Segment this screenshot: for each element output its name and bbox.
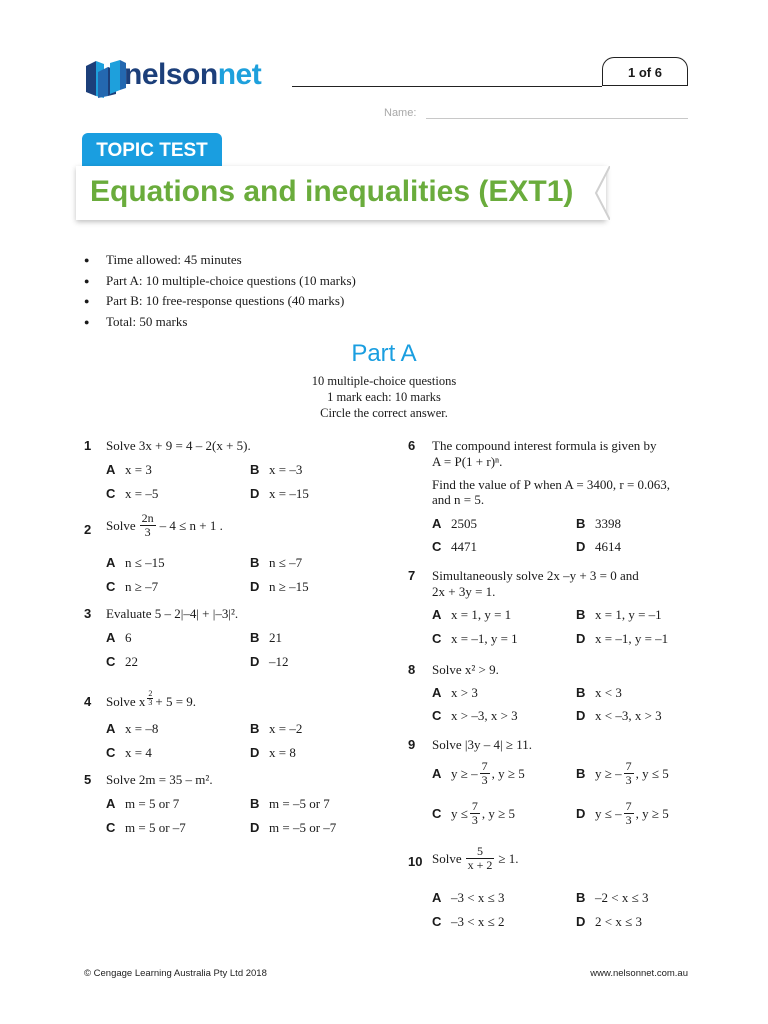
option-text: n ≤ –15 xyxy=(125,555,165,570)
option-text: 2505 xyxy=(451,516,477,531)
fraction-numerator: 5 xyxy=(466,845,495,859)
name-field-line xyxy=(426,118,688,119)
question-10-number: 10 xyxy=(408,854,423,869)
option-text: m = 5 or 7 xyxy=(125,796,180,811)
question-4-post: + 5 = 9. xyxy=(155,694,197,709)
footer-copyright: © Cengage Learning Australia Pty Ltd 2018 xyxy=(84,968,267,979)
option-text: 2 < x ≤ 3 xyxy=(595,914,642,929)
option-text: x < –3, x > 3 xyxy=(595,708,662,723)
option-text: x = –8 xyxy=(125,721,159,736)
option-text xyxy=(451,800,515,827)
option-post: , y ≤ 5 xyxy=(635,765,669,781)
question-9-option-d[interactable]: D y ≤ – $\frac{7}{3}$ , y ≥ 5 xyxy=(576,799,669,827)
option-text: x = –2 xyxy=(269,721,303,736)
option-fraction xyxy=(470,800,480,827)
question-2-fraction xyxy=(140,512,156,539)
fraction-denominator: 3 xyxy=(144,525,151,539)
page-indicator: 1 of 6 xyxy=(602,57,688,86)
question-6-option-c[interactable]: C 4471 xyxy=(432,539,477,554)
list-item: ● Total: 50 marks xyxy=(84,313,188,329)
fraction-numerator: 7 xyxy=(625,759,632,773)
fraction-denominator: x + 2 xyxy=(467,858,493,872)
logo-wordmark-net: net xyxy=(217,58,262,91)
exponent-numerator: 2 xyxy=(148,689,153,698)
fraction-numerator: 7 xyxy=(625,799,632,813)
question-2-number: 2 xyxy=(84,522,92,537)
question-9-text: Solve |3y – 4| ≥ 11. xyxy=(432,737,532,752)
option-fraction xyxy=(624,760,634,787)
question-6-text-line-2: A = P(1 + r)ⁿ. xyxy=(432,454,503,469)
topic-test-badge: TOPIC TEST xyxy=(82,133,222,169)
info-part-b: Part B: 10 free-response questions (40 marks) xyxy=(106,293,345,309)
part-a-heading: Part A xyxy=(351,340,417,367)
question-3-option-b[interactable]: B 21 xyxy=(250,630,282,645)
option-text: x > –3, x > 3 xyxy=(451,708,518,723)
option-text: –12 xyxy=(269,654,289,669)
question-2-post: – 4 ≤ n + 1 . xyxy=(159,517,223,533)
option-pre: y ≥ – xyxy=(451,765,478,781)
option-fraction xyxy=(480,760,490,787)
question-4-option-b[interactable]: B x = –2 xyxy=(250,721,303,736)
question-10-pre: Solve xyxy=(432,850,462,866)
question-1-option-c[interactable]: C x = –5 xyxy=(106,486,159,501)
question-3-number: 3 xyxy=(84,606,92,621)
option-text: x = –1, y = 1 xyxy=(451,631,518,646)
question-3-option-c[interactable]: C 22 xyxy=(106,654,138,669)
question-2-pre: Solve xyxy=(106,517,136,533)
nelsonnet-logo-mark xyxy=(84,58,126,100)
question-8-option-b[interactable]: B x < 3 xyxy=(576,685,622,700)
option-text: x > 3 xyxy=(451,685,478,700)
question-5-number: 5 xyxy=(84,772,92,787)
question-8-option-d[interactable]: D x < –3, x > 3 xyxy=(576,708,662,723)
option-text: 4471 xyxy=(451,539,477,554)
option-post: , y ≥ 5 xyxy=(491,765,525,781)
option-text: 6 xyxy=(125,630,132,645)
question-9-number: 9 xyxy=(408,737,416,752)
option-text: 22 xyxy=(125,654,138,669)
info-part-a: Part A: 10 multiple-choice questions (10 marks) xyxy=(106,272,356,288)
fraction-numerator: 7 xyxy=(471,799,478,813)
fraction-denominator: 3 xyxy=(625,813,632,827)
part-a-line-1: 10 multiple-choice questions xyxy=(311,374,457,388)
footer-url[interactable]: www.nelsonnet.com.au xyxy=(590,968,688,979)
part-a-instruction: Circle the correct answer. xyxy=(320,406,448,420)
question-1-option-b[interactable]: B x = –3 xyxy=(250,462,303,477)
question-1-option-a[interactable]: A x = 3 xyxy=(106,462,152,477)
logo-wordmark-nelson: nelson xyxy=(124,58,218,91)
page-title: Equations and inequalities (EXT1) xyxy=(90,175,574,208)
question-2-option-d[interactable]: D n ≥ –15 xyxy=(250,579,309,594)
info-total: Total: 50 marks xyxy=(106,313,188,329)
question-7-text-line-2: 2x + 3y = 1. xyxy=(432,584,496,599)
logo-wordmark xyxy=(124,58,261,92)
option-text: x < 3 xyxy=(595,685,622,700)
option-pre: y ≤ – xyxy=(595,805,622,821)
list-item: ● Time allowed: 45 minutes xyxy=(84,252,242,268)
question-4-number: 4 xyxy=(84,694,92,709)
question-2-text xyxy=(106,512,223,539)
question-1-option-d[interactable]: D x = –15 xyxy=(250,486,309,501)
question-10-option-c[interactable]: C –3 < x ≤ 2 xyxy=(432,914,505,929)
fraction-numerator: 7 xyxy=(481,759,488,773)
question-4-text xyxy=(106,689,197,717)
question-10-option-a[interactable]: A –3 < x ≤ 3 xyxy=(432,890,505,905)
question-7-option-a[interactable]: A x = 1, y = 1 xyxy=(432,607,512,622)
question-8-option-c[interactable]: C x > –3, x > 3 xyxy=(432,708,518,723)
question-7-option-b[interactable]: B x = 1, y = –1 xyxy=(576,607,662,622)
option-text: x = –3 xyxy=(269,462,303,477)
question-6-option-b[interactable]: B 3398 xyxy=(576,516,621,531)
fraction-denominator: 3 xyxy=(481,773,488,787)
option-text: x = –15 xyxy=(269,486,309,501)
question-9-option-c[interactable]: C y ≤ $\frac{7}{3}$ , y ≥ 5 xyxy=(432,799,516,827)
question-10-fraction xyxy=(466,845,495,872)
question-5-option-b[interactable]: B m = –5 or 7 xyxy=(250,796,330,811)
question-5-text: Solve 2m = 35 – m². xyxy=(106,772,213,787)
question-8-option-a[interactable]: A x > 3 xyxy=(432,685,478,700)
question-6-option-a[interactable]: A 2505 xyxy=(432,516,477,531)
option-text: x = 1, y = –1 xyxy=(595,607,662,622)
question-7-option-d[interactable]: D x = –1, y = –1 xyxy=(576,631,669,646)
question-9-option-a[interactable]: A y ≥ – $\frac{7}{3}$ , y ≥ 5 xyxy=(432,759,525,787)
part-a-line-2: 1 mark each: 10 marks xyxy=(327,390,441,404)
option-text: m = 5 or –7 xyxy=(125,820,186,835)
option-text xyxy=(451,760,525,787)
option-text: –3 < x ≤ 3 xyxy=(451,890,505,905)
question-3-option-d[interactable]: D –12 xyxy=(250,654,289,669)
question-10-option-d[interactable]: D 2 < x ≤ 3 xyxy=(576,914,642,929)
info-time: Time allowed: 45 minutes xyxy=(106,252,242,268)
question-4-exponent xyxy=(147,690,153,707)
option-text xyxy=(595,800,669,827)
question-2-option-a[interactable]: A n ≤ –15 xyxy=(106,555,165,570)
question-5-option-a[interactable]: A m = 5 or 7 xyxy=(106,796,180,811)
option-text: –3 < x ≤ 2 xyxy=(451,914,505,929)
question-9-option-b[interactable]: B y ≥ – $\frac{7}{3}$ , y ≤ 5 xyxy=(576,759,669,787)
question-4-option-d[interactable]: D x = 8 xyxy=(250,745,296,760)
question-6-option-d[interactable]: D 4614 xyxy=(576,539,621,554)
question-6-text-line-4: and n = 5. xyxy=(432,492,485,507)
option-text: n ≥ –7 xyxy=(125,579,159,594)
question-7-text-line-1: Simultaneously solve 2x –y + 3 = 0 and xyxy=(432,568,639,583)
option-pre: y ≤ xyxy=(451,805,468,821)
question-3-text: Evaluate 5 – 2|–4| + |–3|². xyxy=(106,606,239,621)
question-3-option-a[interactable]: A 6 xyxy=(106,630,132,645)
question-5-option-c[interactable]: C m = 5 or –7 xyxy=(106,820,186,835)
option-text: n ≥ –15 xyxy=(269,579,309,594)
option-text: m = –5 or 7 xyxy=(269,796,330,811)
option-text xyxy=(595,760,669,787)
name-label: Name: xyxy=(384,107,417,119)
question-6-text-line-3: Find the value of P when A = 3400, r = 0.063, xyxy=(432,477,671,492)
question-10-option-b[interactable]: B –2 < x ≤ 3 xyxy=(576,890,649,905)
question-5-option-d[interactable]: D m = –5 or –7 xyxy=(250,820,337,835)
question-7-option-c[interactable]: C x = –1, y = 1 xyxy=(432,631,518,646)
question-6-text-line-1: The compound interest formula is given by xyxy=(432,438,657,453)
option-text: x = –5 xyxy=(125,486,159,501)
question-7-number: 7 xyxy=(408,568,416,583)
fraction-denominator: 3 xyxy=(625,773,632,787)
option-fraction xyxy=(624,800,634,827)
question-10-text xyxy=(432,845,519,872)
option-post: , y ≥ 5 xyxy=(635,805,669,821)
title-banner-chevron xyxy=(582,166,610,220)
list-item: ● Part A: 10 multiple-choice questions (10 marks) xyxy=(84,272,356,288)
question-1-text: Solve 3x + 9 = 4 – 2(x + 5). xyxy=(106,438,251,453)
exponent-denominator: 3 xyxy=(148,698,153,707)
fraction-denominator: 3 xyxy=(471,813,478,827)
test-info-list xyxy=(84,250,356,332)
question-10-post: ≥ 1. xyxy=(498,850,519,866)
option-text: 4614 xyxy=(595,539,621,554)
option-pre: y ≥ – xyxy=(595,765,622,781)
question-8-number: 8 xyxy=(408,662,416,677)
question-6-number: 6 xyxy=(408,438,416,453)
option-post: , y ≥ 5 xyxy=(481,805,516,821)
question-4-option-c[interactable]: C x = 4 xyxy=(106,745,152,760)
option-text: n ≤ –7 xyxy=(269,555,303,570)
option-text: x = 3 xyxy=(125,462,152,477)
question-1-number: 1 xyxy=(84,438,92,453)
option-text: x = 8 xyxy=(269,745,296,760)
question-2-option-b[interactable]: B n ≤ –7 xyxy=(250,555,303,570)
option-text: m = –5 or –7 xyxy=(269,820,337,835)
page-tab-rule xyxy=(602,85,688,86)
option-text: x = 4 xyxy=(125,745,152,760)
option-text: 3398 xyxy=(595,516,621,531)
question-4-option-a[interactable]: A x = –8 xyxy=(106,721,159,736)
header-rule xyxy=(292,86,602,87)
list-item: ● Part B: 10 free-response questions (40 marks) xyxy=(84,293,345,309)
option-text: –2 < x ≤ 3 xyxy=(595,890,649,905)
question-8-text: Solve x² > 9. xyxy=(432,662,499,677)
question-4-pre: Solve x xyxy=(106,694,146,709)
fraction-numerator: 2n xyxy=(141,511,154,525)
option-text: 21 xyxy=(269,630,282,645)
option-text: x = 1, y = 1 xyxy=(451,607,512,622)
question-2-option-c[interactable]: C n ≥ –7 xyxy=(106,579,159,594)
option-text: x = –1, y = –1 xyxy=(595,631,669,646)
